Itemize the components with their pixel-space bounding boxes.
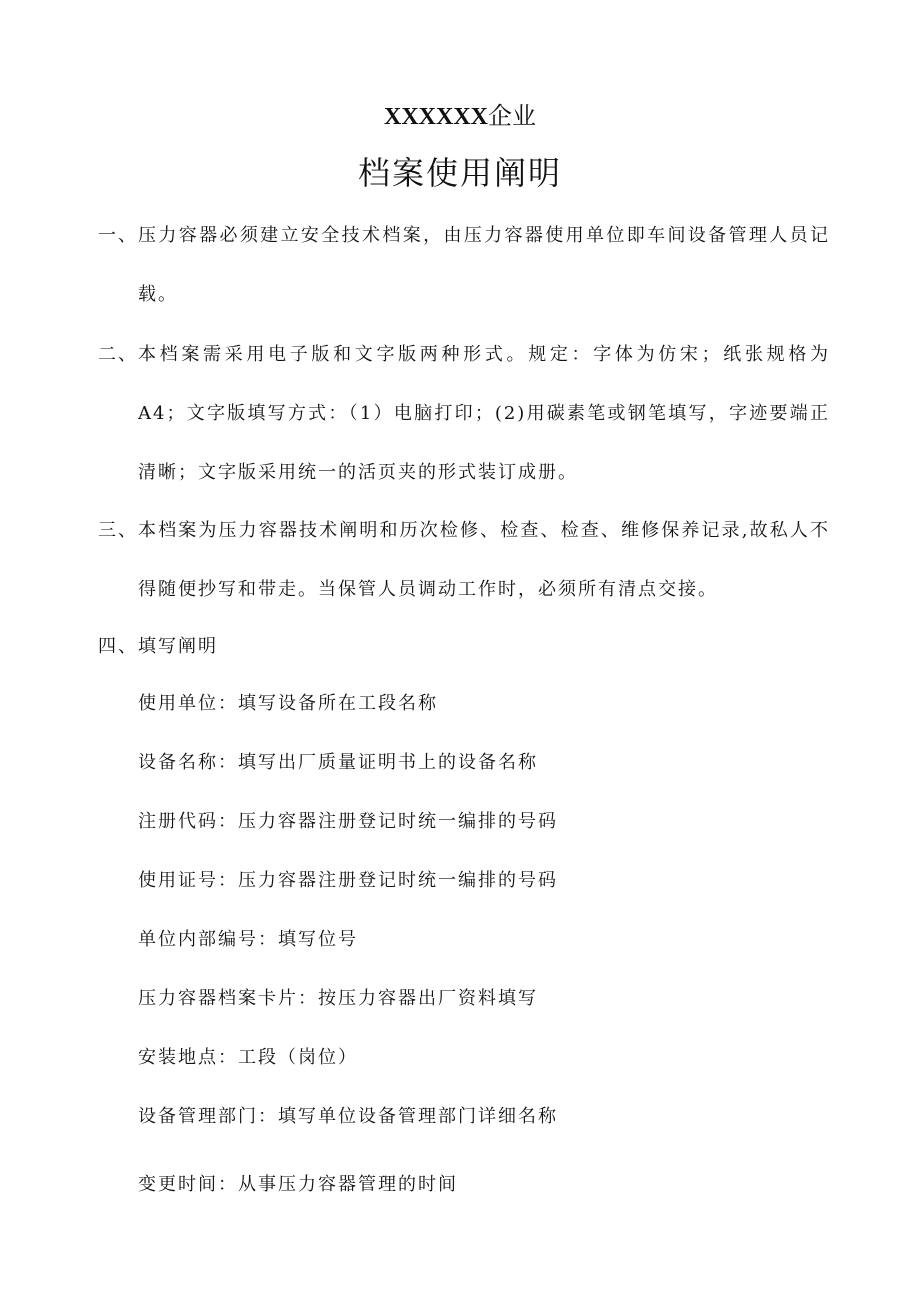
instruction-item: 使用单位：填写设备所在工段名称 xyxy=(138,693,438,714)
company-name-latin: XXXXXX xyxy=(384,104,488,130)
section-1 xyxy=(98,206,830,324)
section-4 xyxy=(98,617,830,676)
instruction-item: 设备管理部门：填写单位设备管理部门详细名称 xyxy=(138,1106,558,1127)
instruction-item: 单位内部编号：填写位号 xyxy=(138,929,358,950)
company-name-cjk: 企业 xyxy=(488,102,536,130)
instruction-item: 使用证号：压力容器注册登记时统一编排的号码 xyxy=(138,870,558,891)
instruction-item: 注册代码：压力容器注册登记时统一编排的号码 xyxy=(138,811,558,832)
section-4-text: 填写阐明 xyxy=(138,636,218,657)
section-3 xyxy=(98,501,830,619)
section-1-number: 一、 xyxy=(98,225,138,246)
instruction-item: 安装地点：工段（岗位） xyxy=(138,1047,358,1068)
section-3-number: 三、 xyxy=(98,520,138,541)
document-title: 档案使用阐明 xyxy=(357,154,562,192)
section-2-text: 本档案需采用电子版和文字版两种形式。规定：字体为仿宋；纸张规格为 A4；文字版填写方式：（1）电脑打印；(2)用碳素笔或钢笔填写，字迹要端正清晰；文字版采用统一的活页夹的形式装订成册。 xyxy=(138,344,830,483)
section-2-number: 二、 xyxy=(98,344,138,365)
section-3-text: 本档案为压力容器技术阐明和历次检修、检查、检查、维修保养记录,故私人不得随便抄写和带走。当保管人员调动工作时，必须所有清点交接。 xyxy=(138,520,830,600)
instruction-item: 压力容器档案卡片：按压力容器出厂资料填写 xyxy=(138,988,538,1009)
company-name xyxy=(0,98,920,135)
section-1-text: 压力容器必须建立安全技术档案，由压力容器使用单位即车间设备管理人员记载。 xyxy=(138,225,830,305)
instruction-item: 设备名称：填写出厂质量证明书上的设备名称 xyxy=(138,752,538,773)
section-4-number: 四、 xyxy=(98,636,138,657)
section-2 xyxy=(98,325,830,502)
instruction-item: 变更时间：从事压力容器管理的时间 xyxy=(138,1174,458,1195)
